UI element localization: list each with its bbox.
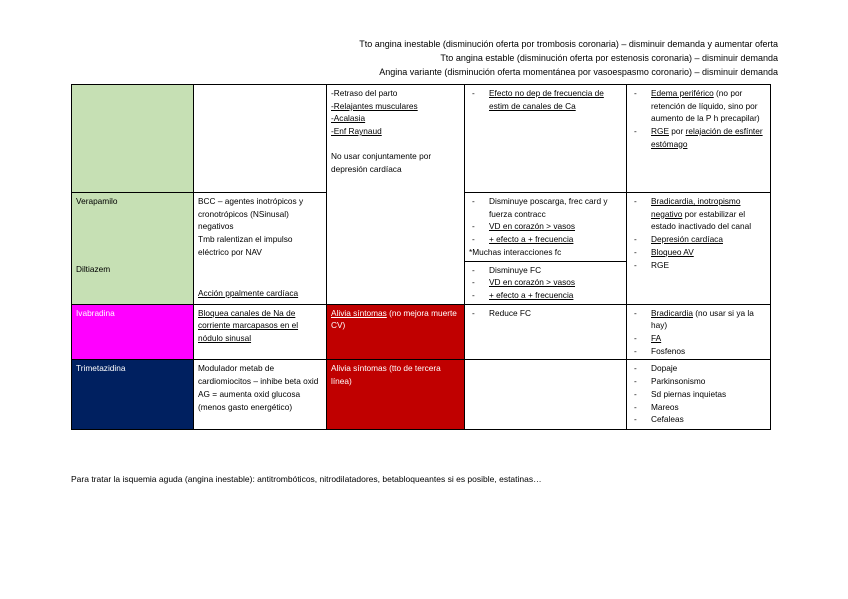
header-line-2: Tto angina estable (disminución oferta por estenosis coronaria) – disminuir demanda [440,53,778,63]
drug-name: Trimetazidina [76,363,126,374]
effect-item: - + efecto a + frecuencia [469,289,622,302]
drug-name-cell [72,261,194,304]
drug-name: Verapamilo [76,196,118,206]
mechanism-cell: Acción ppalmente cardíaca [194,261,327,304]
use-item: -Acalasia [331,113,366,124]
mechanism-cell [194,85,327,193]
uses-cell [327,85,465,305]
header-line-3: Angina variante (disminución oferta momentánea por vasoespasmo coronario) – disminuir demanda [379,67,778,77]
adverse-item: - Bloqueo AV [631,246,766,259]
effect-item: - Disminuye poscarga, frec card y fuerza contracc [469,195,622,220]
drug-table [71,84,771,430]
adverse-item: - Cefaleas [631,413,766,426]
adverse-item: - Dopaje [631,362,766,375]
drug-name-cell [72,193,194,262]
use-item: -Enf Raynaud [331,126,382,137]
table-row [72,304,771,360]
drug-name-cell [72,85,194,193]
effects-cell [465,261,627,304]
effect-item: - Disminuye FC [469,264,622,277]
effect-item: - VD en corazón > vasos [469,276,622,289]
footer-note: Para tratar la isquemia aguda (angina inestable): antitrombóticos, nitrodilatadores, betabloqueantes si es posible, estatinas… [71,474,542,484]
adverse-item: - FA [631,332,766,345]
effects-cell [465,360,627,430]
adverse-item: - Bradicardia (no usar si ya la hay) [631,307,766,332]
header [359,37,778,79]
effect-note: *Muchas interacciones fc [469,246,562,257]
drug-name: Diltiazem [76,264,111,275]
drug-name-cell [72,360,194,430]
use-item: -Retraso del parto [331,88,398,98]
adverse-item: - Mareos [631,401,766,414]
adverse-item: - Bradicardia, inotropismo negativo por estabilizar el estado inactivado del canal [631,195,766,233]
uses-cell: Alivia síntomas (no mejora muerte CV) [327,304,465,360]
adverse-cell [627,193,771,305]
effect-item: - Efecto no dep de frecuencia de estim de canales de Ca [469,87,622,112]
effect-item: - + efecto a + frecuencia [469,233,622,246]
effects-cell [465,193,627,262]
adverse-item: - RGE [631,259,766,272]
effect-item: - VD en corazón > vasos [469,220,622,233]
adverse-cell [627,85,771,193]
effect-item: - Reduce FC [469,307,622,320]
drug-name: Ivabradina [76,307,115,318]
header-line-1: Tto angina inestable (disminución oferta por trombosis coronaria) – disminuir demanda y aumentar oferta [359,39,778,49]
adverse-item: - Depresión cardíaca [631,233,766,246]
table-row [72,85,771,193]
mechanism-cell: Bloquea canales de Na de corriente marcapasos en el nódulo sinusal [194,304,327,360]
drug-name-cell [72,304,194,360]
table-row [72,360,771,430]
effects-cell [465,85,627,193]
mechanism-cell: Modulador metab de cardiomiocitos – inhibe beta oxid AG = aumenta oxid glucosa (menos gasto energético) [194,360,327,430]
adverse-item: - RGE por relajación de esfínter estómago [631,125,766,150]
adverse-cell [627,360,771,430]
effects-cell [465,304,627,360]
uses-cell: Alivia síntomas (tto de tercera línea) [327,360,465,430]
adverse-item: - Parkinsonismo [631,375,766,388]
adverse-item: - Sd piernas inquietas [631,388,766,401]
adverse-cell [627,304,771,360]
use-item: -Relajantes musculares [331,100,418,111]
mechanism-cell: BCC – agentes inotrópicos y cronotrópicos (NSinusal) negativos Tmb ralentizan el impulso eléctrico por NAV [194,193,327,262]
adverse-item: - Fosfenos [631,345,766,358]
use-note: No usar conjuntamente por depresión cardíaca [331,150,432,174]
adverse-item: - Edema periférico (no por retención de líquido, sino por aumento de la P h precapilar) [631,87,766,125]
